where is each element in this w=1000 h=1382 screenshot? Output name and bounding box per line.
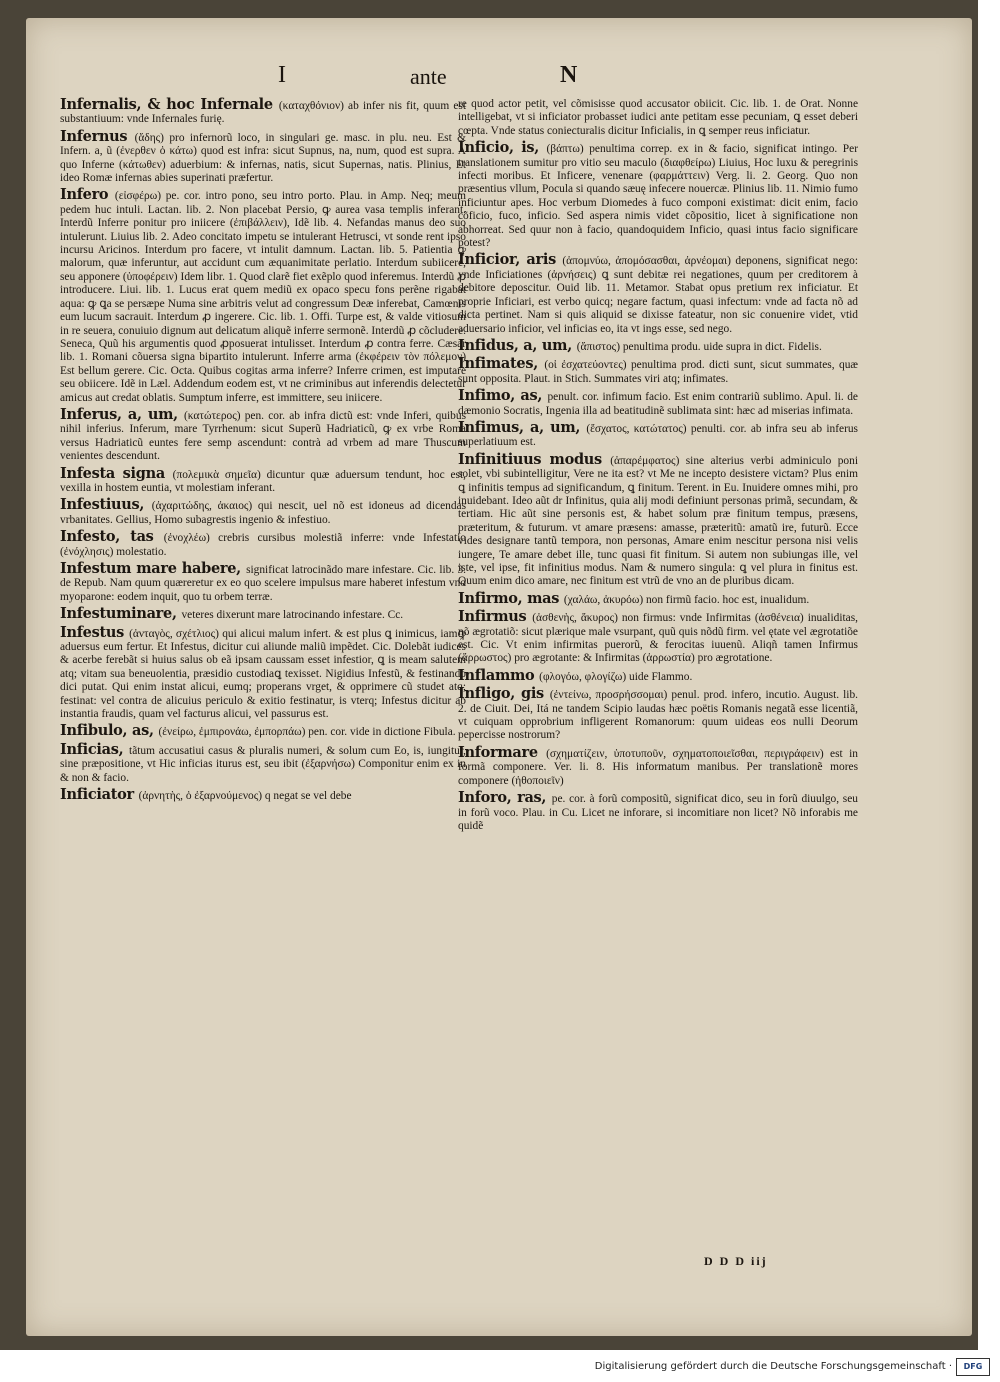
entry-text: (καταχθόνιον) ab infer nis fit, quum est substantiuum: vnde Infernales furię. — [60, 100, 466, 126]
entry-text: penult. cor. infimum facio. Est enim contrariũ sublimo. Apul. li. de dæmonio Socratis, Ingenia illa ad beatitudinẽ sublimata sint: hæc ad miserias infimata. — [458, 391, 858, 417]
entry-text: (πολεμικὰ σημεῖα) dicuntur quæ aduersum tendunt, hoc est, vexilla in hostem euntia, vt molestiam inferant. — [60, 468, 466, 494]
entry-headword: Infestum mare habere, — [60, 560, 247, 577]
dictionary-entry — [60, 607, 466, 622]
dictionary-entry — [60, 405, 466, 464]
entry-headword: Infernalis, & hoc Infernale — [60, 96, 279, 113]
dictionary-entry — [458, 389, 858, 418]
dictionary-entry — [458, 450, 858, 589]
dictionary-entry — [458, 141, 858, 250]
book-page — [26, 18, 972, 1336]
entry-text: (ἐνοχλέω) crebris cursibus molestiã inferre: vnde Infestatio (ἐνόχλησις) molestatio. — [60, 532, 466, 558]
dfg-logo-text: DFG — [963, 1362, 983, 1371]
running-header — [26, 62, 972, 98]
entry-headword: Infirmo, mas — [458, 589, 564, 607]
header-right-letter: N — [560, 62, 578, 88]
header-middle-word: ante — [410, 64, 447, 89]
entry-headword: Infestuminare, — [60, 605, 182, 623]
entry-text: (ἐντείνω, προσρήσσομαι) penul. prod. infero, incutio. August. lib. 2. de Ciuit. Dei, Itá ne tandem Scipio laudas hæc poëtis Romanis negatã esse licentiã, vt cuiquam opprobrium infligerent Romanorum: quum uideas eos nulli Deorum pepercisse nostrorum? — [458, 689, 859, 742]
dictionary-entry — [458, 743, 858, 788]
entry-text: (ἐνείρω, ἐμπιρονάω, ἐμπορπάω) pen. cor. vide in dictione Fibula. — [158, 726, 456, 739]
entry-text: (βάπτω) penultima correp. ex in & facio, significat intingo. Per translationem sumitur pro vitio seu maculo (διαφθείρω) Liuius, Hoc luxu & peregrinis infecti moribus. Et Inficere, venenare (φαρμάττειν) Verg. li. 2. Georg. Quo non præsentius vllum, Pocula si quando sæuę infecere nouercæ. Plinius lib. 11. Nimio fumo inficiuntur apes. Hoc verbum Diomedes à fuco componi existimat: dicit enim, facio cõficio, fuco, inficio. Sed aspera nimis videt cõpositio, licet à significatione non abhorreat. Sed quur non à facio, quandoquidem Inficio, quasi intus facio significare potest? — [458, 143, 858, 250]
entry-headword: Inficio, is, — [458, 139, 547, 157]
dictionary-entry — [458, 610, 858, 666]
dictionary-entry — [60, 623, 467, 722]
dictionary-entry — [60, 464, 466, 496]
entry-headword: Infinitiuus modus — [458, 450, 611, 468]
entry-text: (ἅδης) pro infernorũ loco, in singulari ge. masc. in plu. neu. Est & Infern. a, ũ (ἐνερθεν ὁ κάτω) quod est infra: sicut Supnus, na, num, quod est supra. A quo Inferne (κάτωθεν) aduerbium: & infernas, natis, sicut Supernas, natis. Plinius, Et ideo Romæ infernas abies superinati præfertur. — [60, 131, 466, 185]
dictionary-entry — [458, 357, 858, 386]
entry-text: (ἀρνητὴς, ὁ ἐξαρνούμενος) q negat se vel debe — [138, 790, 352, 803]
dictionary-entry — [60, 740, 466, 785]
dictionary-entry — [60, 498, 466, 527]
dictionary-entry — [60, 530, 466, 559]
scan-edge — [978, 0, 1000, 1350]
entry-text: (ἔσχατος, κατώτατος) penulti. cor. ab infra seu ab inferus superlatiuum est. — [458, 422, 858, 449]
dictionary-entry — [60, 127, 466, 186]
dfg-logo — [956, 1358, 990, 1376]
dictionary-entry — [458, 589, 858, 607]
entry-headword: Informare — [458, 743, 547, 761]
entry-text: tãtum accusatiui casus & pluralis numeri, & solum cum Eo, is, iungitur, sine præpositione, vt Hic inficias iturus est, seu ibit (ἐξαρνήσω) Componitur enim ex in & non & facio. — [60, 744, 466, 784]
entry-headword: Inforo, ras, — [458, 789, 552, 807]
dictionary-entry — [458, 418, 858, 450]
dictionary-entry — [60, 562, 466, 604]
entry-text: (ἀχαριτώδης, ἀκαιος) qui nescit, uel nõ est idoneus ad dicendas vrbanitates. Gellius, Homo subagrestis ingenio & infestiuo. — [60, 500, 467, 526]
dictionary-entry — [60, 724, 466, 739]
entry-headword: Inflammo — [458, 666, 540, 684]
entry-headword: Infibulo, as, — [60, 722, 159, 740]
entry-headword: Infimates, — [458, 355, 545, 373]
right-column — [458, 98, 858, 836]
entry-text: (σχηματίζειν, ὑποτυποῦν, σχηματοποιεῖσθαι, περιγράφειν) est in formã componere. Ver. li. 8. His informatum manibus. Per translationẽ mores componere (ἠθοποιεῖν) — [458, 747, 858, 787]
footer-bar — [0, 1350, 1000, 1382]
entry-text: significat latrocinãdo mare infestare. Cic. lib. 3. de Repub. Nam quum quæreretur ex eo quo scelere impulsus mare haberet infestum vno myoparone: eodem inquit, quo tu orbem terræ. — [60, 564, 466, 603]
entry-headword: Inficias, — [60, 740, 130, 758]
entry-headword: Inficiator — [60, 786, 139, 804]
dictionary-entry — [60, 98, 466, 127]
footer-credit: Digitalisierung gefördert durch die Deutsche Forschungsgemeinschaft · — [594, 1361, 952, 1372]
entry-headword: Infesta signa — [60, 464, 173, 482]
dictionary-entry — [458, 791, 858, 833]
left-column — [60, 98, 466, 807]
entry-text: (ἀπαρέμφατος) sine alterius verbi adminiculo poni solet, vbi subintelligitur, Vere ne ita est? vt Me ne incepto desistere victam? Plus enim ꝗ infinitis tempus ad significandum, ꝗ finitum. Terent. in Eu. Inuidere omnes mihi, pro inuidebant. Ideo aũt dr Infinitus, quia alij modi definiunt personas primã, secundam, & tertiam. Hic aũt sine personis est, & habet solum præ finitum tempus, præsens, præteritum, & futurum. vt amare præsens: amasse, præteritũ: amatũ ire, futurũ. Ecce vides designare tantũ tempora, non personas, Amare enim nescitur persona nisi velis iungere, Te amare debet ille, tunc quasi fit finitum. Si autem non subiungas ille, vel iste, vel ipse, fit infinitius modus. Nam & numero singula: ꝗ vel plura in finitus est. Quum enim dico amare, nec finitum est vtrũ de vno an de pluribus dicam. — [458, 454, 858, 588]
entry-headword: Infirmus — [458, 608, 533, 626]
header-left-letter: I — [278, 62, 286, 88]
dictionary-entry — [60, 788, 466, 803]
dictionary-entry — [458, 98, 858, 138]
entry-text: pe. cor. à forũ compositũ, significat dico, seu in forũ diuulgo, seu in forũ voco. Plau. in Cu. Licet ne inforare, si incomitiare non licet? Nõ inforabis me quidẽ — [458, 793, 858, 832]
entry-headword: Infligo, gis — [458, 685, 550, 703]
dictionary-entry — [458, 336, 858, 354]
entry-text: (εἰσφέρω) pe. cor. intro pono, seu intro porto. Plau. in Amp. Neq; meum pedem huc intuli. Lactan. lib. 2. Non placebat Persio, ꝙ aurea vasa templis inferant. Interdũ Inferre ponitur pro iniicere (ἐπιβάλλειν), Idẽ lib. 4. Nefandas manus deo suo intulerunt. Liuius lib. 2. Adeo concitato impetu se intulerant Hetrusci, vt sonde rent ipso incursu Aricinos. Interdum pro facere, vt intulit damnum. Lactan. lib. 5. Patientia ꝙ malorum, quæ inferuntur, aut accidunt cum æquanimitate perlatio. Interdum subiicere, seu apponere (ὑποφέρειν) Idem libr. 1. Quod clarẽ fiet exẽplo quod inferemus. Interdũ ꝓ introducere. Liui. lib. 1. Lucus erat quem mediũ ex opaco specu fons perẽne rigabat aqua: ꝙ ꝗa se persæpe Numa sine arbitris velut ad congressum Deæ inferebat, Camœnis eum lucum sacrauit. Interdum ꝓ ingerere. Cic. lib. 1. Offi. Turpe est, & valde vitiosum in re seuera, conuiuio dignum aut delicatum aliquẽ inferre sermonẽ. Interdũ ꝓ cõcludere. Seneca, Quũ his argumentis quod ꝓposuerat intulisset. Interdum ꝓ contra ferre. Cæsar lib. 1. Romani cõuersa signa bipartito intulerunt. Inferre arma (ἐκφέρειν τὸν πόλεμον) Est bellum gerere. Cic. Octa. Quibus cogitas arma inferre? Inferre crimen, est imputare seu obiicere. Idẽ in Læl. Addendum eodem est, vt ne criminibus aut inferendis delectetur amicus aut credat oblatis. Sumptum inferre, est immittere, seu iniicere. — [60, 190, 467, 404]
entry-headword: Inficior, aris — [458, 251, 563, 269]
entry-text: (κατώτερος) pen. cor. ab infra dictũ est: vnde Inferi, quibus nihil inferius. Inferum, mare Tyrrhenum: sicut Superũ Hadriaticũ, ꝙ ex vrbe Roma versus Hadriaticũ euntes fere semp ascendunt: contrà ad vrbem ad mare Thuscum venientes descendunt. — [60, 409, 466, 463]
entry-headword: Infesto, tas — [60, 528, 164, 546]
dictionary-entry — [458, 687, 858, 743]
entry-text: (οἱ ἐσχατεύοντες) penultima prod. dicti sunt, sicut summates, quæ sunt opposita. Plaut. in Stich. Summates viri atq; infimates. — [458, 359, 858, 385]
entry-text: (ἄπιστος) penultima produ. uide supra in dict. Fidelis. — [576, 340, 822, 353]
dictionary-entry — [458, 253, 858, 335]
dictionary-entry — [458, 666, 858, 684]
entry-headword: Infimo, as, — [458, 387, 548, 405]
entry-headword: Infidus, a, um, — [458, 336, 577, 354]
entry-text: (φλογόω, φλογίζω) uide Flammo. — [539, 670, 693, 683]
entry-headword: Infernus — [60, 127, 135, 145]
entry-text: (ἀσθενὴς, ἄκυρος) non firmus: vnde Infirmitas (ἀσθένεια) inualiditas, nõ ægrotatiõ: sicut plærique male vsurpant, quũ quis nõdũ firm. vel ętate vel ægrotatiõe est. Cic. Vt enim infirmitas puerorũ, & ferocitas iuuenũ. Aliqñ tamen Infirmus (ἄρρωστος) pro ægrotante: & Infirmitas (ἀρρωστία) pro ægrotatione. — [458, 612, 858, 665]
entry-text: (ἀπομνύω, ἀπομόσασθαι, ἀρνέομαι) deponens, significat nego: vnde Inficiationes (ἀρνήσεις) ꝗ sunt debitæ rei negationes, quum per creditorem à debitore deposcitur. Ouid lib. 11. Metamor. Stabat opus pretium rex inficiatur. Et proprie Inficiari, est verbo quicq; negare factum, quasi infectum: vnde ad facta nõ ad dicta pertinet. Nam si quis aliquid se dixisse fateatur, non sic conuenire videt, vtid aduersario inficior, vel inficias eo, ita vt ings esse, sed nego. — [458, 255, 859, 335]
entry-text: re quod actor petit, vel cõmisisse quod accusator obiicit. Cic. lib. 1. de Orat. Nonne intelligebat, vt si inficiator probasset iudici ante petitam esse pecuniam, ꝗ esset deberi cœpta. Vnde status coniecturalis dicitur Inficialis, in ꝗ semper reus inficiatur. — [458, 98, 858, 137]
entry-headword: Infestiuus, — [60, 496, 152, 514]
entry-headword: Inferus, a, um, — [60, 405, 184, 423]
entry-text: (χαλάω, ἀκυρόω) non firmũ facio. hoc est, inualidum. — [563, 593, 810, 606]
signature-mark: D D D iij — [704, 1254, 768, 1268]
entry-text: veteres dixerunt mare latrocinando infestare. Cc. — [181, 609, 404, 622]
entry-headword: Infestus — [60, 623, 130, 641]
entry-headword: Infimus, a, um, — [458, 418, 587, 436]
entry-headword: Infero — [60, 186, 115, 204]
dictionary-entry — [60, 188, 466, 405]
entry-text: (ἀνταγὸς, σχέτλιος) qui alicui malum infert. & est plus ꝗ inimicus, iamꝙ aduersus eum fertur. Et Infestus, dicitur cui aliunde maliũ impẽdet. Cic. Dolebãt iudices & acerbe ferebãt si huius salus ob eã ipsam caussam esset infestior, ꝗ is meam salutem atq; vitam sua beneuolentia, præsidio custodiaꝗ texisset. Nigidius Infestũ, & festinando dici putat. Qui enim instat alicui, eumq; properans vrget, & opprimere cũ studet atq; festinat: vel contra de alicuius periculo & exitio festinatur, is vterq; Infestus dicitur ab instantia fraudis, quam vel facturus alicui, vel passurus est. — [60, 627, 467, 721]
